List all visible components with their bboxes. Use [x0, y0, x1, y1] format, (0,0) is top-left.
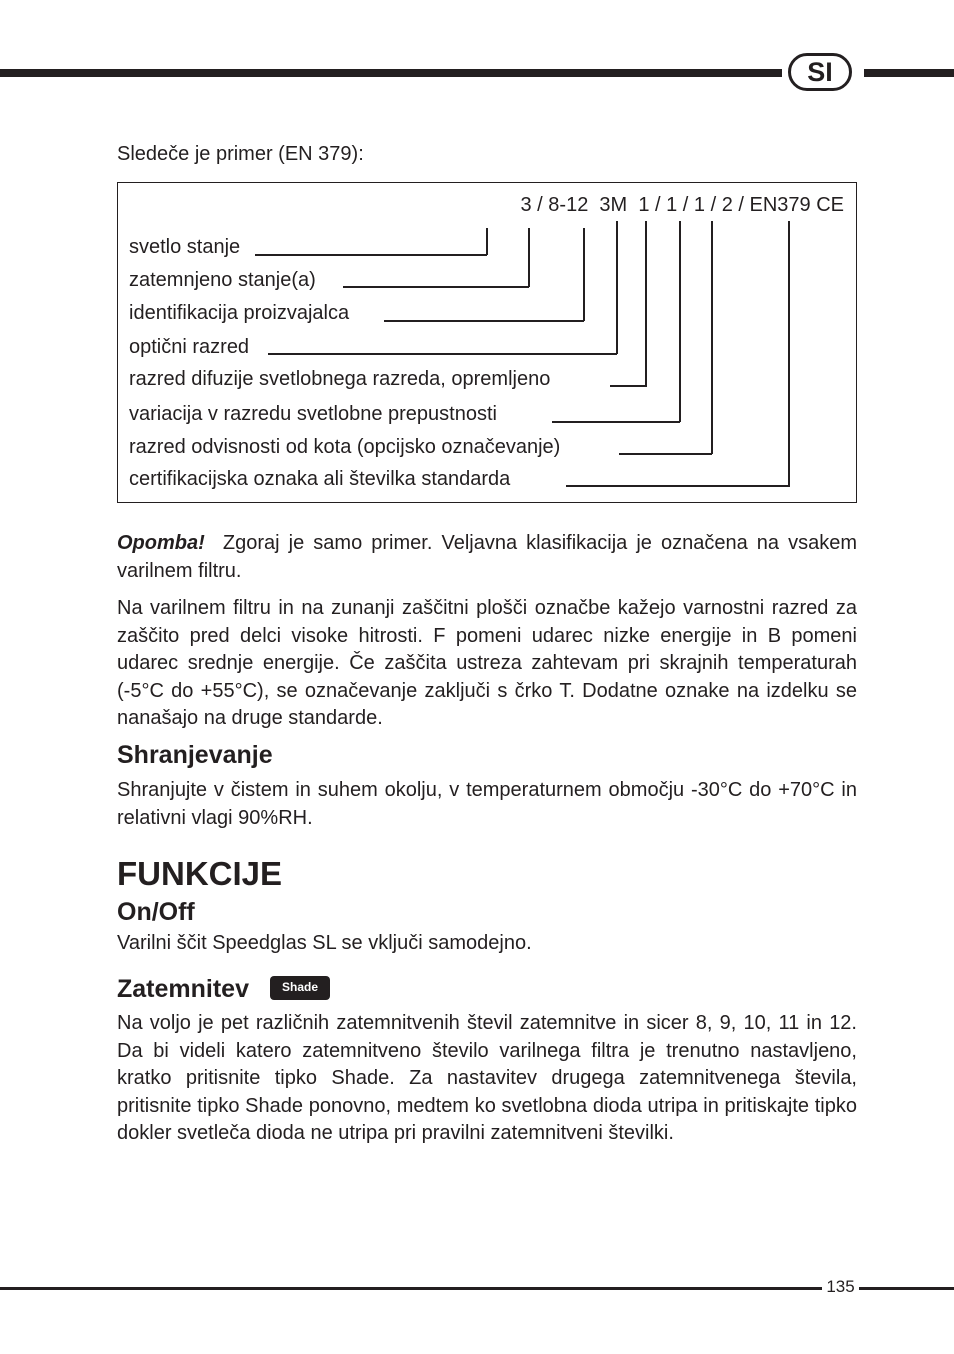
header-rule-right — [864, 69, 954, 77]
label-angle-dependence: razred odvisnosti od kota (opcijsko označevanje) — [129, 436, 561, 458]
label-diffusion-class: razred difuzije svetlobnega razreda, opremljeno — [129, 368, 551, 390]
header-rule-left — [0, 69, 782, 77]
label-optical-class: optični razred — [129, 336, 250, 358]
leader-line — [610, 385, 647, 387]
shade-text: Na voljo je pet različnih zatemnitvenih števil zatemnitve in sicer 8, 9, 10, 11 in 12. Da bi videli katero zatemnitveno število varilnega filtra je trenutno nastavljeno, kratko pritisnite tipko Shade. Za nastavitev drugega zatemnitvenega števila, pritisnite tipko Shade ponovno, medtem ko svetlobna dioda utripa in pritiskajte tipko dokler svetleča dioda ne utripa pri pravilni zatemnitveni številki. — [117, 1012, 857, 1144]
footer-rule-left — [0, 1287, 822, 1290]
storage-heading: Shranjevanje — [117, 741, 273, 769]
label-certification-mark: certifikacijska oznaka ali številka standarda — [129, 468, 511, 490]
leader-line — [616, 221, 618, 354]
shade-button-icon: Shade — [270, 976, 330, 1000]
leader-line — [583, 228, 585, 321]
language-badge: SI — [788, 53, 852, 91]
leader-line — [528, 228, 530, 287]
label-transmittance-variation: variacija v razredu svetlobne prepustnosti — [129, 403, 497, 425]
leader-line — [486, 228, 488, 255]
leader-line — [711, 221, 713, 454]
intro-text: Sledeče je primer (EN 379): — [117, 143, 364, 165]
marking-example-box — [117, 182, 857, 503]
note-paragraph — [117, 530, 857, 585]
onoff-heading: On/Off — [117, 898, 195, 926]
functions-heading: FUNKCIJE — [117, 855, 283, 892]
onoff-text: Varilni ščit Speedglas SL se vključi samodejno. — [117, 932, 532, 954]
label-light-state: svetlo stanje — [129, 236, 241, 258]
marking-code: 3 / 8-12 3M 1 / 1 / 1 / 2 / EN379 CE — [520, 194, 844, 216]
footer-rule-right — [859, 1287, 954, 1290]
note-text: Zgoraj je samo primer. Veljavna klasifikacija je označena na vsakem varilnem filtru. — [117, 532, 857, 582]
leader-line — [552, 421, 680, 423]
leader-line — [268, 353, 617, 355]
leader-line — [788, 221, 790, 486]
leader-line — [619, 453, 712, 455]
leader-line — [645, 221, 647, 386]
leader-line — [566, 485, 790, 487]
leader-line — [384, 320, 584, 322]
label-dark-state: zatemnjeno stanje(a) — [129, 269, 316, 291]
markings-paragraph: Na varilnem filtru in na zunanji zaščitni plošči označbe kažejo varnostni razred za zaščito pred delci visoke hitrosti. F pomeni udarec nizke energije in B pomeni udarec srednje energije. Če zaščita ustreza zahtevam pri skrajnih temperaturah (-5°C do +55°C), se označevanje zaključi s črko T. Dodatne oznake na izdelku se nanašajo na druge standarde. — [117, 597, 857, 729]
shade-heading: Zatemnitev — [117, 975, 249, 1003]
page-number: 135 — [826, 1277, 855, 1296]
leader-line — [255, 254, 487, 256]
note-label: Opomba! — [117, 532, 205, 554]
storage-text: Shranjujte v čistem in suhem okolju, v temperaturnem območju -30°C do +70°C in relativni vlagi 90%RH. — [117, 779, 857, 829]
label-manufacturer-id: identifikacija proizvajalca — [129, 302, 350, 324]
leader-line — [679, 221, 681, 422]
leader-line — [343, 286, 529, 288]
